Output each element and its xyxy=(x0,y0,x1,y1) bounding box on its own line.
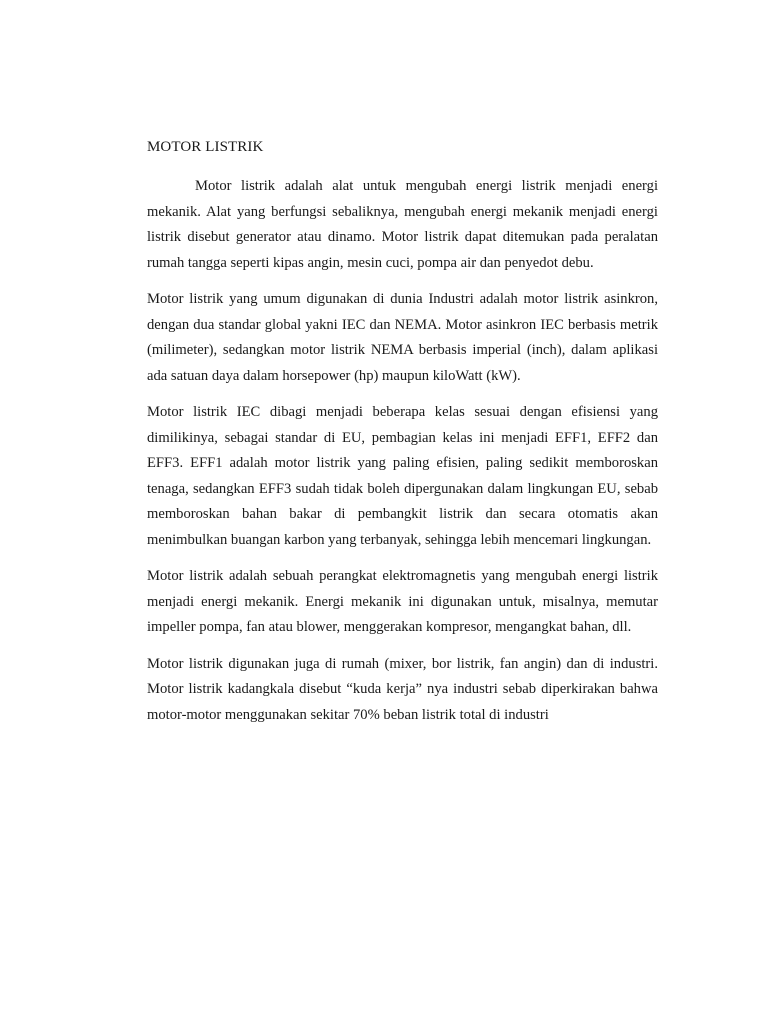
paragraph-usage: Motor listrik digunakan juga di rumah (mixer, bor listrik, fan angin) dan di industri. Motor listrik kadangkala disebut “kuda kerja” nya industri sebab diperkirakan bahwa motor-motor menggunakan sekitar 70% beban listrik total di industri xyxy=(147,655,658,723)
document-body xyxy=(147,134,658,739)
paragraph-intro: Motor listrik adalah alat untuk mengubah energi listrik menjadi energi mekanik. Alat yang berfungsi sebaliknya, mengubah energi mekanik menjadi energi listrik disebut generator atau dinamo. Motor listrik dapat ditemukan pada peralatan rumah tangga seperti kipas angin, mesin cuci, pompa air dan penyedot debu. xyxy=(147,178,658,271)
paragraph-electromagnetic-device: Motor listrik adalah sebuah perangkat elektromagnetis yang mengubah energi listrik menjadi energi mekanik. Energi mekanik ini digunakan untuk, misalnya, memutar impeller pompa, fan atau blower, menggerakan kompresor, mengangkat bahan, dll. xyxy=(147,568,658,635)
document-title: MOTOR LISTRIK xyxy=(147,139,264,155)
paragraph-industrial-motors: Motor listrik yang umum digunakan di dunia Industri adalah motor listrik asinkron, dengan dua standar global yakni IEC dan NEMA. Motor asinkron IEC berbasis metrik (milimeter), sedangkan motor listrik NEMA berbasis imperial (inch), dalam aplikasi ada satuan daya dalam horsepower (hp) maupun kiloWatt (kW). xyxy=(147,291,658,384)
paragraph-iec-classes: Motor listrik IEC dibagi menjadi beberapa kelas sesuai dengan efisiensi yang dimilikinya, sebagai standar di EU, pembagian kelas ini menjadi EFF1, EFF2 dan EFF3. EFF1 adalah motor listrik yang paling efisien, paling sedikit memboroskan tenaga, sedangkan EFF3 sudah tidak boleh dipergunakan dalam lingkungan EU, sebab memboroskan bahan bakar di pembangkit listrik dan secara otomatis akan menimbulkan buangan karbon yang terbanyak, sehingga lebih mencemari lingkungan. xyxy=(147,404,658,548)
